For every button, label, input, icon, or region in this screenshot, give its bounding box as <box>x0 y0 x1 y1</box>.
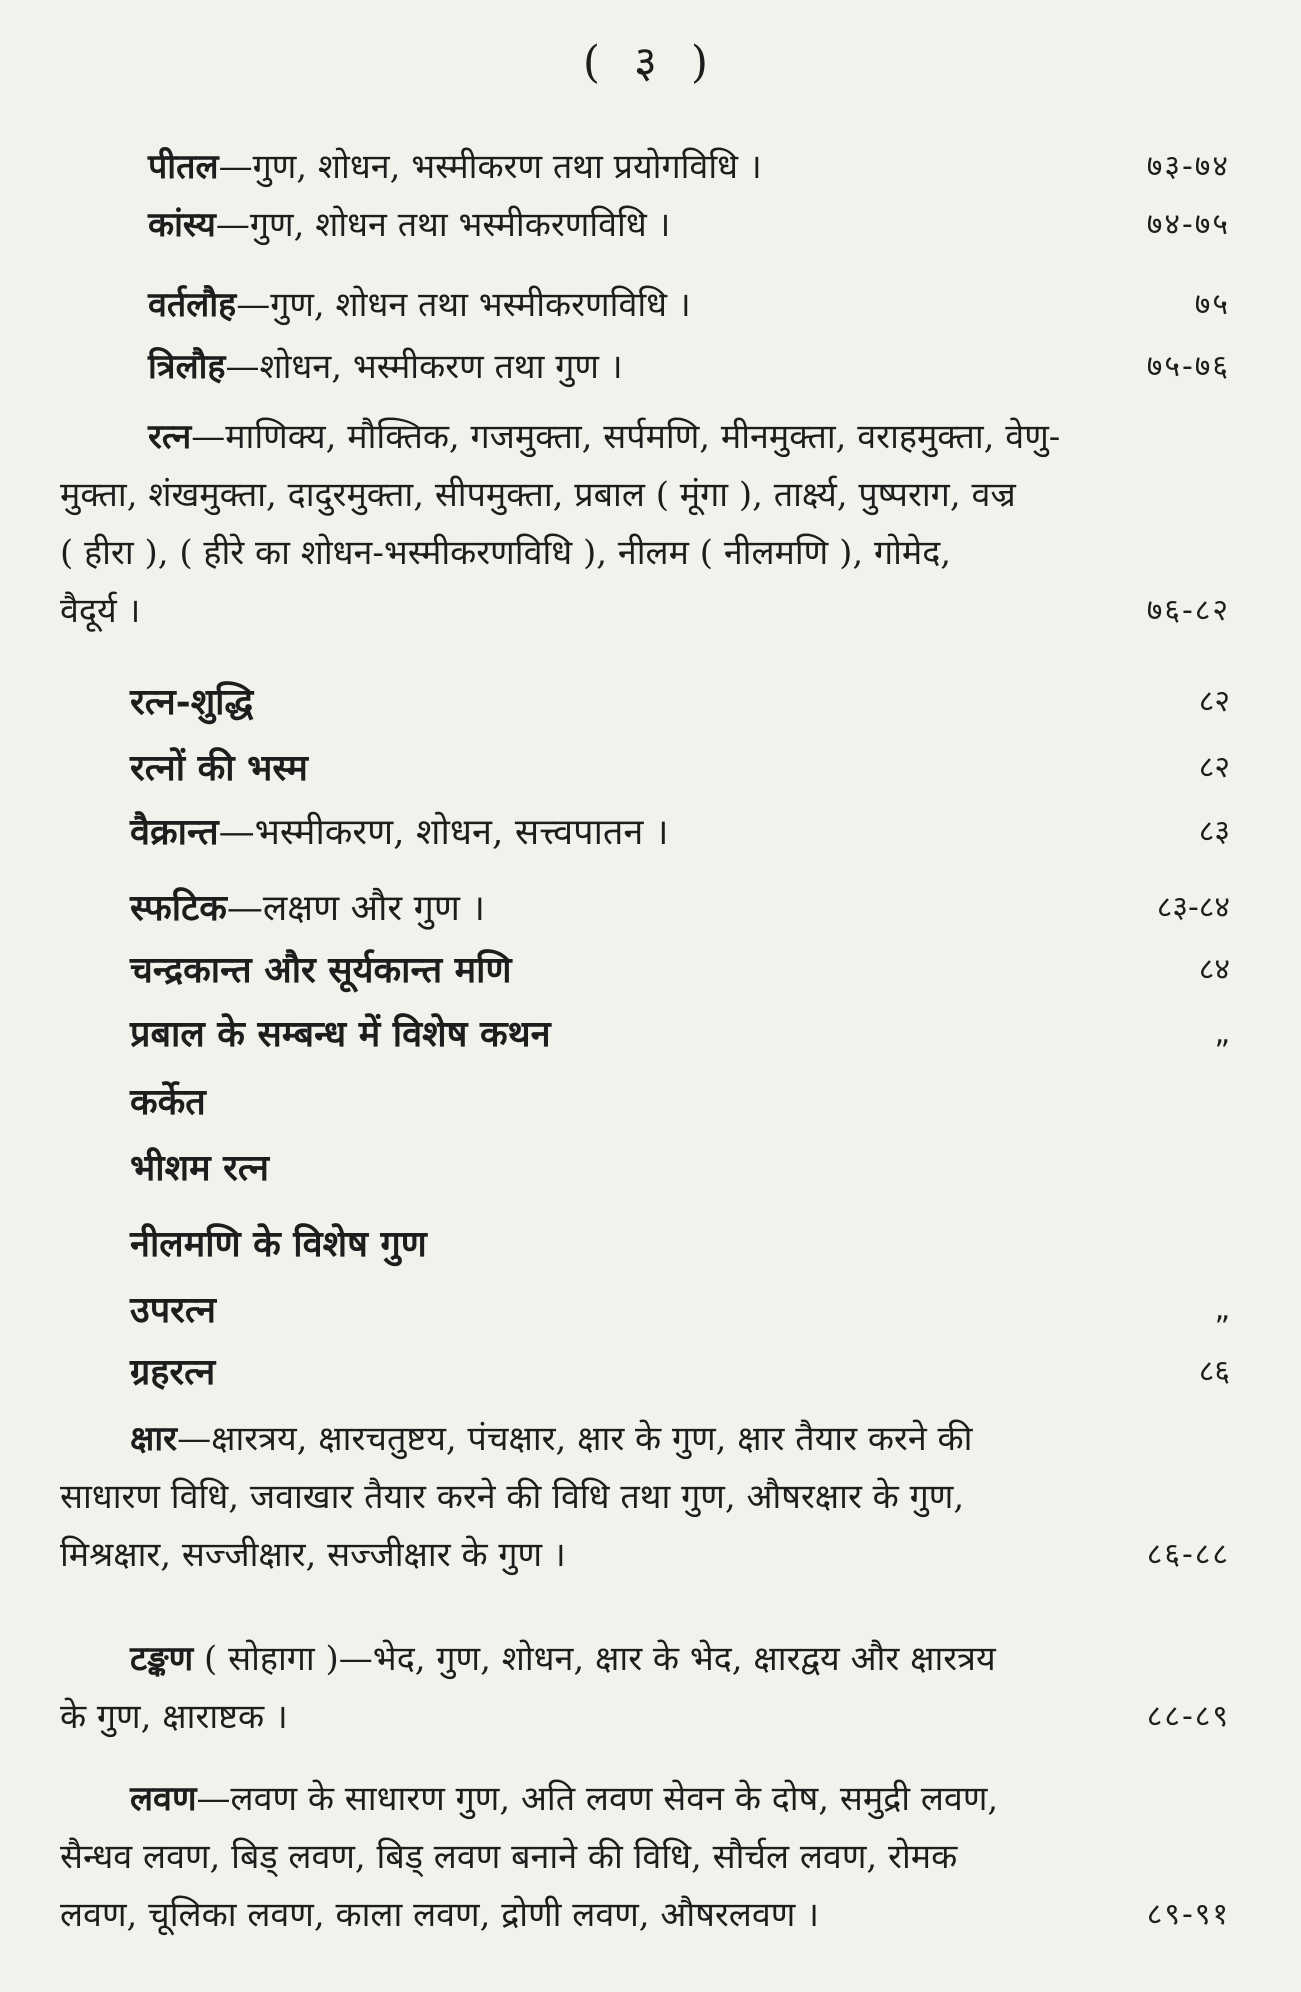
entry-heading: रत्न <box>148 417 192 457</box>
entry-heading: लवण <box>130 1779 197 1819</box>
sub-sphatik: स्फटिक—लक्षण और गुण । ८३-८४ <box>130 882 1230 935</box>
entry-page: ७३-७४ <box>1146 149 1230 184</box>
entry-line: वैदूर्य । <box>60 591 141 631</box>
entry-line: मिश्रक्षार, सज्जीक्षार, सज्जीक्षार के गुण । <box>60 1535 566 1575</box>
entry-line: साधारण विधि, जवाखार तैयार करने की विधि तथा गुण, औषरक्षार के गुण, <box>60 1477 965 1517</box>
entry-page: ७५-७६ <box>1146 349 1230 384</box>
sub-bhisham: भीशम रत्न <box>130 1147 269 1189</box>
sub-page: ८३ <box>1198 814 1230 849</box>
entry-line: मुक्ता, शंखमुक्ता, दादुरमुक्ता, सीपमुक्ता, प्रबाल ( मूंगा ), तार्क्ष्य, पुष्पराग, वज्र <box>60 475 1016 515</box>
entry-tankan <box>60 1630 1230 1746</box>
entry-line: लवण, चूलिका लवण, काला लवण, द्रोणी लवण, औषरलवण । <box>60 1895 819 1935</box>
entry-kshar <box>60 1410 1230 1584</box>
entry-heading: पीतल <box>148 147 219 187</box>
sub-ratnon-ki-bhasm: रत्नों की भस्म ८२ <box>130 742 1230 794</box>
entry-line: सैन्धव लवण, बिड् लवण, बिड् लवण बनाने की विधि, सौर्चल लवण, रोमक <box>60 1837 958 1877</box>
sub-ratna-shuddhi: रत्न-शुद्धि ८२ <box>130 676 1230 728</box>
sub-chandrakant: चन्द्रकान्त और सूर्यकान्त मणि ८४ <box>130 944 1230 996</box>
entry-triloha <box>148 338 1230 396</box>
entry-page: ७४-७५ <box>1146 207 1230 242</box>
entry-line: —लवण के साधारण गुण, अति लवण सेवन के दोष, समुद्री लवण, <box>196 1779 999 1819</box>
entry-text: —शोधन, भस्मीकरण तथा गुण । <box>225 347 623 387</box>
entry-page: ८६-८८ <box>1146 1537 1230 1572</box>
sub-upratna: उपरत्न „ <box>130 1284 1230 1336</box>
entry-peetal <box>148 138 1230 196</box>
entry-page: ७५ <box>1194 287 1230 322</box>
entry-text: —गुण, शोधन तथा भस्मीकरणविधि । <box>215 205 671 245</box>
entry-line: —क्षारत्रय, क्षारचतुष्टय, पंचक्षार, क्षार के गुण, क्षार तैयार करने की <box>177 1419 973 1459</box>
page-number: ( ३ ) <box>582 37 719 88</box>
sub-karket: कर्केत <box>130 1081 206 1123</box>
entry-text: —गुण, शोधन तथा भस्मीकरणविधि । <box>236 285 691 325</box>
entry-line: के गुण, क्षाराष्टक । <box>60 1697 288 1737</box>
sub-prabal: प्रबाल के सम्बन्ध में विशेष कथन „ <box>130 1008 1230 1060</box>
sub-page: „ <box>1214 1292 1230 1327</box>
sub-page: ८४ <box>1198 952 1230 987</box>
entry-heading: टङ्कण <box>130 1639 194 1679</box>
sub-page: ८२ <box>1198 684 1230 719</box>
entry-vartaloha <box>148 276 1230 334</box>
sub-page: ८६ <box>1198 1354 1230 1389</box>
entry-text: —गुण, शोधन, भस्मीकरण तथा प्रयोगविधि । <box>218 147 762 187</box>
sub-page: „ <box>1214 1016 1230 1051</box>
sub-vaikrant: वैक्रान्त—भस्मीकरण, शोधन, सत्त्वपातन । ८३ <box>130 806 1230 859</box>
entry-heading: वर्तलौह <box>148 285 237 325</box>
entry-ratna <box>60 408 1230 640</box>
sub-page: ८३-८४ <box>1156 890 1230 925</box>
entry-heading: क्षार <box>130 1419 178 1459</box>
entry-lavan <box>60 1770 1230 1944</box>
entry-heading: त्रिलौह <box>148 347 226 387</box>
sub-graharatna: ग्रहरत्न ८६ <box>130 1346 1230 1398</box>
entry-line: ( हीरा ), ( हीरे का शोधन-भस्मीकरणविधि ), नीलम ( नीलमणि ), गोमेद, <box>60 533 952 573</box>
entry-page: ८८-८९ <box>1146 1699 1230 1734</box>
entry-line: —माणिक्य, मौक्तिक, गजमुक्ता, सर्पमणि, मीनमुक्ता, वराहमुक्ता, वेणु- <box>191 417 1061 457</box>
entry-kansya <box>148 196 1230 254</box>
entry-page: ८९-९१ <box>1146 1897 1230 1932</box>
entry-heading: कांस्य <box>148 205 216 245</box>
entry-line: ( सोहागा )—भेद, गुण, शोधन, क्षार के भेद, क्षारद्वय और क्षारत्रय <box>193 1639 996 1679</box>
sub-neelmani: नीलमणि के विशेष गुण <box>130 1223 427 1265</box>
sub-page: ८२ <box>1198 750 1230 785</box>
entry-page: ७६-८२ <box>1146 593 1230 628</box>
